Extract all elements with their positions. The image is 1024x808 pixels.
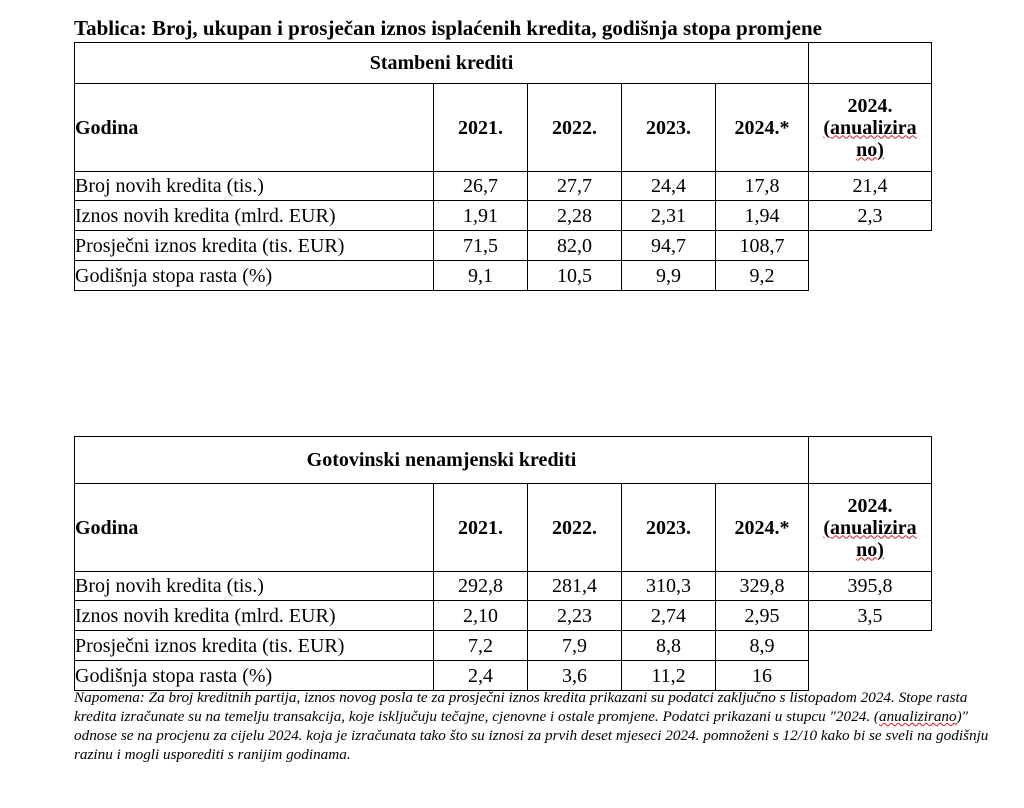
year-header: 2022. — [528, 484, 622, 572]
annualized-cell: 2,3 — [809, 201, 932, 231]
table-row — [75, 201, 932, 231]
year-header: 2021. — [434, 84, 528, 172]
cell: 7,2 — [434, 631, 528, 661]
annualized-header-line: (anualizira — [823, 116, 917, 139]
empty-cell — [809, 261, 932, 291]
empty-cell — [809, 437, 932, 484]
cell: 8,9 — [716, 631, 809, 661]
cell: 310,3 — [622, 572, 716, 601]
table-row — [75, 601, 932, 631]
annualized-cell: 395,8 — [809, 572, 932, 601]
table-row — [75, 231, 932, 261]
cell: 108,7 — [716, 231, 809, 261]
annualized-header-line: 2024. — [847, 494, 893, 517]
footnote-lead: Napomena: Za broj kreditnih partija, iznos novog posla te za prosječni iznos kredita prikazani su podatci zaključno s listopadom 2024. Stope rasta kredita izračunate su na temelju transakcija, koje isključuju tečajne, cjenovne i ostale promjene. Podatci prikazani u stupcu "2024. ( — [74, 689, 968, 725]
cell: 7,9 — [528, 631, 622, 661]
table-row — [75, 572, 932, 601]
empty-cell — [809, 231, 932, 261]
cell: 17,8 — [716, 172, 809, 201]
cash-loans-table — [74, 436, 932, 691]
empty-cell — [809, 43, 932, 84]
cell: 11,2 — [622, 661, 716, 691]
row-label: Prosječni iznos kredita (tis. EUR) — [75, 231, 434, 261]
row-label: Broj novih kredita (tis.) — [75, 172, 434, 201]
annualized-header-line: no) — [856, 138, 884, 161]
year-header: 2024.* — [716, 84, 809, 172]
cell: 3,6 — [528, 661, 622, 691]
annualized-cell: 21,4 — [809, 172, 932, 201]
footnote-mark: anualizirano — [878, 708, 957, 725]
section-title-row — [75, 437, 932, 484]
cell: 281,4 — [528, 572, 622, 601]
cell: 94,7 — [622, 231, 716, 261]
footnote-tail: )" odnose se na procjenu za cijelu 2024. koja je izračunata tako što su iznosi za prvih deset mjeseci 2024. pomnoženi s 12/10 kako bi se sveli na godišnju razinu i mogli usporediti s ranijim godinama. — [74, 708, 989, 763]
cell: 1,94 — [716, 201, 809, 231]
cell: 2,23 — [528, 601, 622, 631]
annualized-header-line: (anualizira — [823, 516, 917, 539]
table-row — [75, 661, 932, 691]
cell: 2,10 — [434, 601, 528, 631]
cell: 9,9 — [622, 261, 716, 291]
year-header: 2022. — [528, 84, 622, 172]
year-header: 2023. — [622, 484, 716, 572]
cell: 329,8 — [716, 572, 809, 601]
cell: 24,4 — [622, 172, 716, 201]
cell: 2,74 — [622, 601, 716, 631]
page-title: Tablica: Broj, ukupan i prosječan iznos isplaćenih kredita, godišnja stopa promjene — [74, 16, 822, 40]
cell: 16 — [716, 661, 809, 691]
cell: 10,5 — [528, 261, 622, 291]
section-title: Gotovinski nenamjenski krediti — [75, 437, 809, 484]
cell: 82,0 — [528, 231, 622, 261]
header-row — [75, 84, 932, 172]
cell: 27,7 — [528, 172, 622, 201]
year-header: 2023. — [622, 84, 716, 172]
row-label: Broj novih kredita (tis.) — [75, 572, 434, 601]
row-label: Godišnja stopa rasta (%) — [75, 261, 434, 291]
row-label: Godišnja stopa rasta (%) — [75, 661, 434, 691]
row-label-text: Iznos novih kredita (mlrd. EUR) — [75, 204, 336, 227]
cell: 292,8 — [434, 572, 528, 601]
empty-cell — [809, 661, 932, 691]
header-label: Godina — [75, 84, 434, 172]
cell: 2,4 — [434, 661, 528, 691]
table-row — [75, 261, 932, 291]
header-label: Godina — [75, 484, 434, 572]
row-label: Prosječni iznos kredita (tis. EUR) — [75, 631, 434, 661]
section-title-row — [75, 43, 932, 84]
footnote — [74, 688, 994, 764]
annualized-cell: 3,5 — [809, 601, 932, 631]
year-header: 2021. — [434, 484, 528, 572]
cell: 8,8 — [622, 631, 716, 661]
cell: 1,91 — [434, 201, 528, 231]
empty-cell — [809, 631, 932, 661]
cell: 71,5 — [434, 231, 528, 261]
cell: 2,31 — [622, 201, 716, 231]
annualized-header-line: 2024. — [847, 94, 893, 117]
cell: 9,1 — [434, 261, 528, 291]
cell: 26,7 — [434, 172, 528, 201]
cell: 2,28 — [528, 201, 622, 231]
annualized-header — [809, 84, 932, 172]
row-label — [75, 201, 434, 231]
header-row — [75, 484, 932, 572]
year-header: 2024.* — [716, 484, 809, 572]
section-title: Stambeni krediti — [75, 43, 809, 84]
table-row — [75, 172, 932, 201]
cell: 9,2 — [716, 261, 809, 291]
annualized-header-line: no) — [856, 538, 884, 561]
row-label: Iznos novih kredita (mlrd. EUR) — [75, 601, 434, 631]
cell: 2,95 — [716, 601, 809, 631]
annualized-header — [809, 484, 932, 572]
housing-loans-table — [74, 42, 932, 291]
table-row — [75, 631, 932, 661]
